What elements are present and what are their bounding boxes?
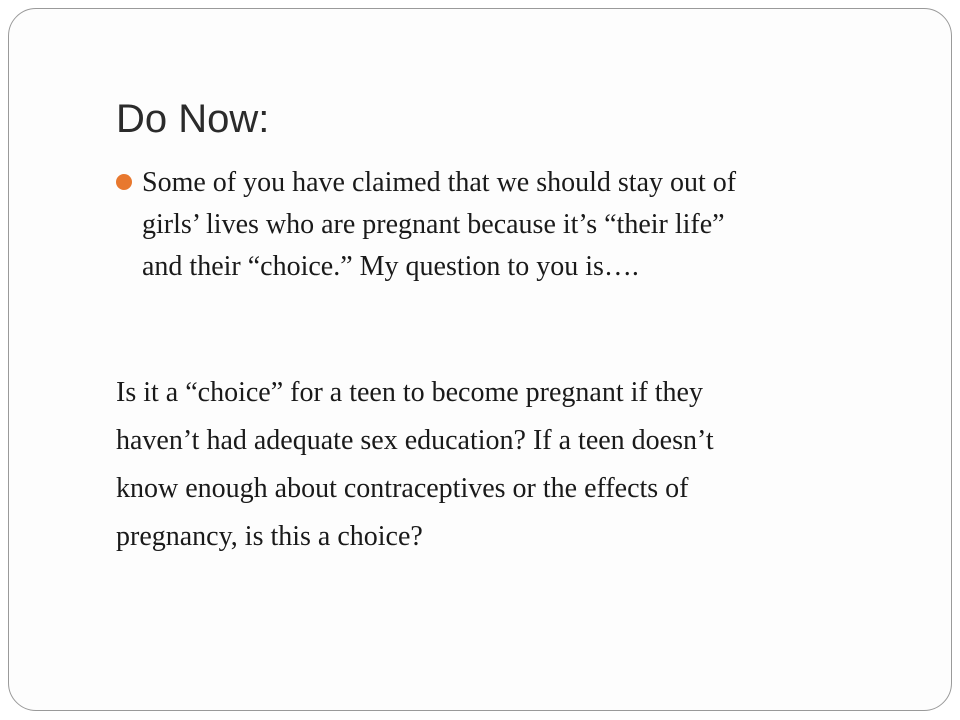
slide-frame: [8, 8, 952, 711]
bullet-text: [142, 162, 876, 288]
bullet-line: Some of you have claimed that we should stay out of: [142, 167, 737, 198]
question-line: haven’t had adequate sex education? If a teen doesn’t: [116, 425, 714, 456]
bullet-line: and their “choice.” My question to you is….: [142, 251, 639, 282]
round-bullet-icon: [116, 174, 132, 190]
question-paragraph: [116, 369, 876, 561]
question-line: pregnancy, is this a choice?: [116, 521, 423, 552]
bullet-point: [116, 162, 876, 288]
bullet-line: girls’ lives who are pregnant because it’s “their life”: [142, 209, 725, 240]
question-line: Is it a “choice” for a teen to become pregnant if they: [116, 377, 703, 408]
question-line: know enough about contraceptives or the effects of: [116, 473, 689, 504]
slide-title: Do Now:: [116, 97, 270, 141]
